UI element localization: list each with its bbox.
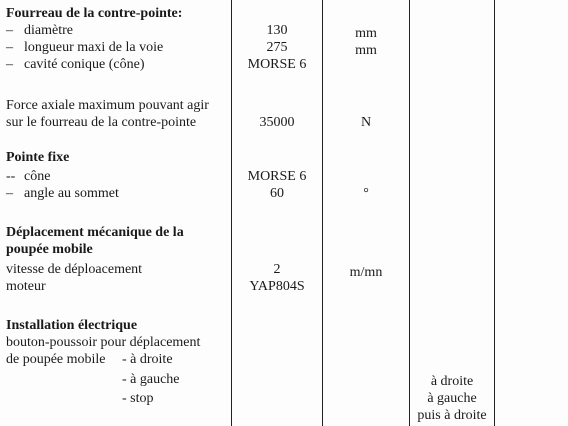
section-title-pointe: Pointe fixe <box>6 150 70 165</box>
force-unit: N <box>360 115 372 130</box>
row-dash: – <box>6 57 13 72</box>
column-divider <box>231 0 232 426</box>
column-divider <box>409 0 410 426</box>
row-value-cavite: MORSE 6 <box>247 57 307 72</box>
row-label-diametre: diamètre <box>24 23 73 38</box>
row-value-longueur: 275 <box>266 40 288 55</box>
row-value-vitesse: 2 <box>273 262 281 277</box>
row-label-angle: angle au sommet <box>24 186 119 201</box>
force-line-1: Force axiale maximum pouvant agir <box>6 98 209 113</box>
right-a-droite: à droite <box>430 374 474 389</box>
row-dash: – <box>6 23 13 38</box>
force-value: 35000 <box>259 115 295 130</box>
installation-line-2: de poupée mobile <box>6 352 106 367</box>
installation-line-1: bouton-poussoir pour déplacement <box>6 335 201 350</box>
row-label-cavite: cavité conique (cône) <box>24 57 145 72</box>
row-label-longueur: longueur maxi de la voie <box>24 40 164 55</box>
column-divider <box>322 0 323 426</box>
row-dash: – <box>6 186 13 201</box>
column-divider <box>494 0 495 426</box>
section-title-deplacement-2: poupée mobile <box>6 242 93 257</box>
option-a-droite: - à droite <box>122 352 173 367</box>
row-label-vitesse: vitesse de déploacement <box>6 262 143 277</box>
row-unit-diametre: mm <box>355 26 377 41</box>
option-a-gauche: - à gauche <box>122 372 180 387</box>
row-value-cone: MORSE 6 <box>247 169 307 184</box>
right-puis-a-droite: puis à droite <box>417 408 487 423</box>
row-value-diametre: 130 <box>266 23 288 38</box>
section-title-deplacement-1: Déplacement mécanique de la <box>6 225 184 240</box>
row-dash: – <box>6 40 13 55</box>
force-line-2: sur le fourreau de la contre-pointe <box>6 115 197 130</box>
row-label-cone: cône <box>24 169 51 184</box>
section-title-fourreau: Fourreau de la contre-pointe: <box>6 6 183 21</box>
section-title-installation: Installation électrique <box>6 318 138 333</box>
row-unit-angle: ° <box>363 186 369 201</box>
row-label-moteur: moteur <box>6 279 46 294</box>
right-a-gauche: à gauche <box>427 391 477 406</box>
row-unit-longueur: mm <box>355 43 377 58</box>
row-value-angle: 60 <box>270 186 284 201</box>
row-dash: -- <box>6 169 16 184</box>
row-value-moteur: YAP804S <box>249 279 305 294</box>
option-stop: - stop <box>122 391 154 406</box>
row-unit-vitesse: m/mn <box>349 265 383 280</box>
